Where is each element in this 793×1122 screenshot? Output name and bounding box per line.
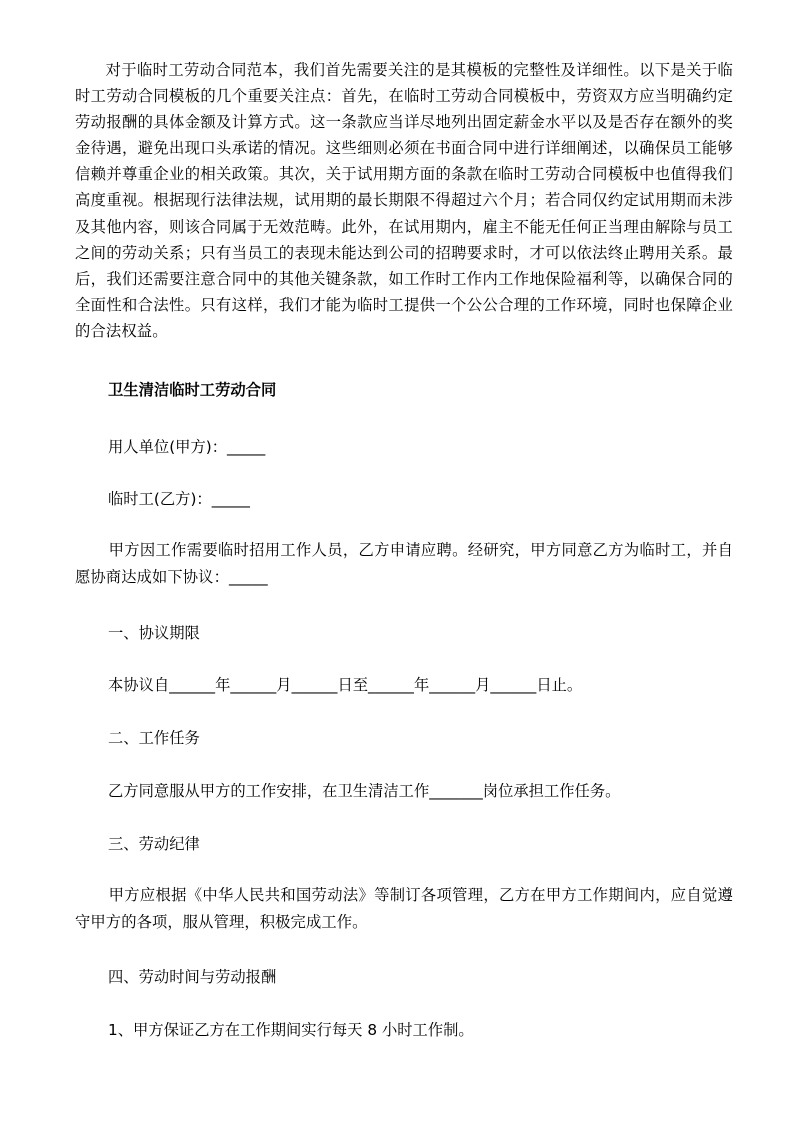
section4-item1: 1、甲方保证乙方在工作期间实行每天 8 小时工作制。 xyxy=(108,1021,474,1039)
section3-text: 甲方应根据《中华人民共和国劳动法》等制订各项管理，乙方在甲方工作期间内，应自觉遵守甲方的各项，服从管理，积极完成工作。 xyxy=(75,886,733,931)
section3-heading: 三、劳动纪律 xyxy=(108,835,200,853)
section1-heading: 一、协议期限 xyxy=(108,624,200,642)
section2-text: 乙方同意服从甲方的工作安排，在卫生清洁工作_______岗位承担工作任务。 xyxy=(108,782,621,800)
section4-heading: 四、劳动时间与劳动报酬 xyxy=(108,968,277,986)
contract-preamble: 甲方因工作需要临时招用工作人员，乙方申请应聘。经研究，甲方同意乙方为临时工，并自愿协商达成如下协议：_____ xyxy=(75,541,733,586)
contract-title: 卫生清洁临时工劳动合同 xyxy=(108,381,277,399)
section1-text: 本协议自______年______月______日至______年______月______日止。 xyxy=(108,676,583,694)
intro-paragraph: 对于临时工劳动合同范本，我们首先需要关注的是其模板的完整性及详细性。以下是关于临时工劳动合同模板的几个重要关注点：首先，在临时工劳动合同模板中，劳资双方应当明确约定劳动报酬的具体金额及计算方式。这一条款应当详尽地列出固定薪金水平以及是否存在额外的奖金待遇，避免出现口头承诺的情况。这些细则必须在书面合同中进行详细阐述，以确保员工能够信赖并尊重企业的相关政策。其次，关于试用期方面的条款在临时工劳动合同模板中也值得我们高度重视。根据现行法律法规，试用期的最长期限不得超过六个月；若合同仅约定试用期而未涉及其他内容，则该合同属于无效范畴。此外，在试用期内，雇主不能无任何正当理由解除与员工之间的劳动关系；只有当员工的表现未能达到公司的招聘要求时，才可以依法终止聘用关系。最后，我们还需要注意合同中的其他关键条款，如工作时工作内工作地保险福利等，以确保合同的全面性和合法性。只有这样，我们才能为临时工提供一个公公合理的工作环境，同时也保障企业的合法权益。 xyxy=(75,61,733,340)
section2-heading: 二、工作任务 xyxy=(108,729,200,747)
party-b-line: 临时工(乙方)：_____ xyxy=(108,490,250,508)
party-a-line: 用人单位(甲方)：_____ xyxy=(108,438,266,456)
